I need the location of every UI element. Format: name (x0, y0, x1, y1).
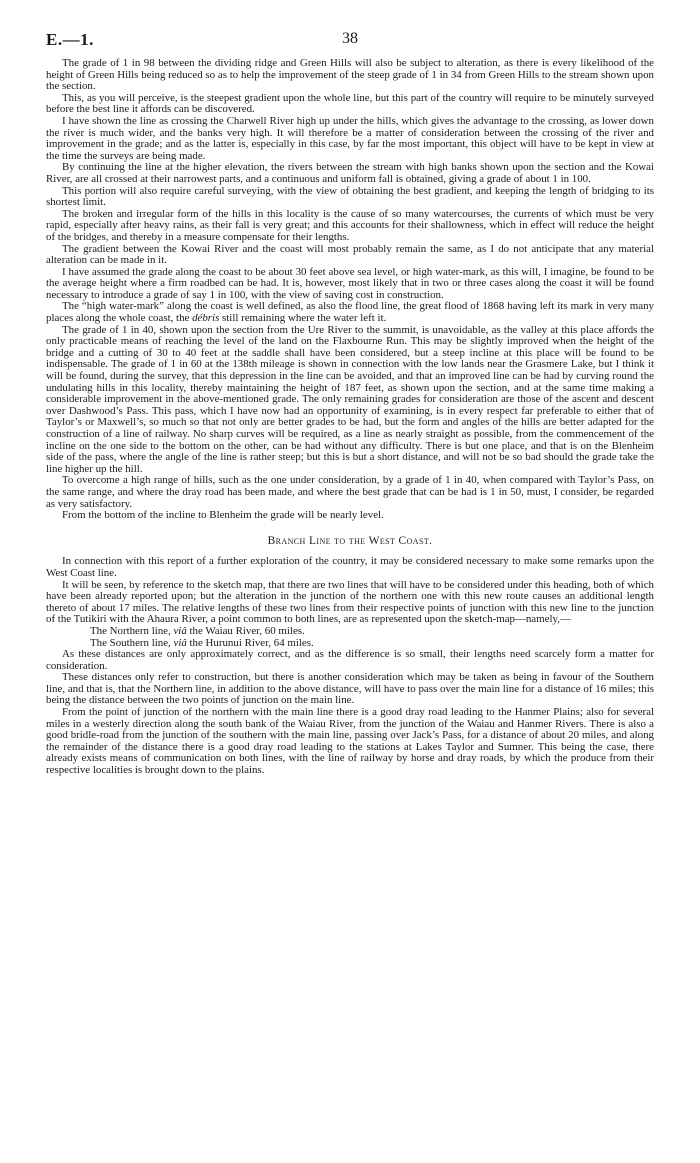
paragraph: It will be seen, by reference to the sketch map, that there are two lines that will have to be considered under this heading, both of which have been already reported upon; but the alteration in the junction of the northern one with this new route causes an additional length thereto of about 17 miles. The relative lengths of these two lines from their respective points of junction with this new line to the junction of the Tutikiri with the Ahaura River, a point common to both lines, are as represented upon the sketch-map—namely,— (46, 578, 654, 626)
paragraph: This, as you will perceive, is the steepest gradient upon the whole line, but this part of the country will require to be minutely surveyed before the best line it affords can be discovered. (46, 91, 654, 116)
paragraph: This portion will also require careful surveying, with the view of obtaining the best gradient, and keeping the length of bridging to its shortest limit. (46, 184, 654, 209)
paragraph: The gradient between the Kowai River and the coast will most probably remain the same, as I do not anticipate that any material alteration can be made in it. (46, 242, 654, 267)
paragraph: In connection with this report of a further exploration of the country, it may be considered necessary to make some remarks upon the West Coast line. (46, 555, 654, 579)
paragraph: The grade of 1 in 98 between the dividing ridge and Green Hills will also be subject to alteration, as there is every likelihood of the height of Green Hills being reduced so as to help the improvement of the steep grade of 1 in 34 from Green Hills to the stream shown upon the section. (46, 57, 654, 93)
list-item: The Southern line, viâ the Hurunui River, 64 miles. (90, 636, 314, 649)
paragraph: From the point of junction of the northern with the main line there is a good dray road leading to the Hanmer Plains; also for several miles in a westerly direction along the south bank of the Waiau River, from the junction of the Waiau and Hanmer Rivers. There is also a good bridle-road from the junction of the southern with the main line, passing over Jack’s Pass, for a distance of about 20 miles, and along the remainder of the distance there is a good dray road leading to the stations at Lakes Taylor and Sumner. This being the case, there already exists means of communication on both lines, with the line of railway by horse and dray roads, by which the produce from their respective localities is brought down to the plains. (46, 706, 654, 777)
paragraph: The broken and irregular form of the hills in this locality is the cause of so many watercourses, the currents of which must be very rapid, especially after heavy rains, as their fall is very great; and this accounts for their shallowness, which in effect will reduce the height of the bridges, and thereby in a measure compensate for their lengths. (46, 207, 654, 243)
paragraph: The grade of 1 in 40, shown upon the section from the Ure River to the summit, is unavoidable, as the valley at this place affords the only practicable means of reaching the level of the land on the Flaxbourne Run. This may be slightly improved when the height of the bridge and a cutting of 30 to 40 feet at the saddle shall have been considered, but a steep incline at this place will be found to be indispensable. The grade of 1 in 60 at the 138th mileage is shown in connection with the low lands near the Grasmere Lake, but I think it will be found, during the survey, that this depression in the line can be avoided, and that an improved line can be had by curving round the undulating hills in this locality, thereby maintaining the height of 187 feet, as shown upon the section, and at the same time making a considerable improvement in the above-mentioned grade. The only remaining grades for consideration are those of the ascent and descent over Dashwood’s Pass. This pass, which I have now had an opportunity of examining, is in every respect far preferable to either that of Taylor’s or Maxwell’s, so much so that not only are better grades to be had, but the form and angles of the hills are better adapted for the construction of a line of railway. No sharp curves will be required, as a line as nearly straight as possible, from the commencement of the incline on the one side to the bottom on the other, can be had without any difficulty. There is but one place, and that is on the Blenheim side of the pass, where the angle of the line is rather steep; but this is but a short distance, and will not be so bad should the grade take the line higher up the hill. (46, 323, 654, 475)
paragraph: As these distances are only approximately correct, and as the difference is so small, their lengths need scarcely form a matter for consideration. (46, 648, 654, 672)
page-reference: E.—1. (46, 30, 94, 49)
paragraph: I have shown the line as crossing the Charwell River high up under the hills, which gives the advantage to the crossing, as lower down the river is much wider, and the banks very high. It will therefore be a matter of consideration between the crossing of the river and improvement in the grade; and as the latter is, especially in this case, by far the most important, this object will have to be kept in view at the time the surveys are being made. (46, 114, 654, 162)
paragraph: I have assumed the grade along the coast to be about 30 feet above sea level, or high water-mark, as this will, I imagine, be found to be the average height where a firm roadbed can be had. It is, however, most likely that in two or three cases along the coast it will be found necessary to introduce a grade of say 1 in 100, with the view of saving cost in construction. (46, 265, 654, 301)
paragraph: These distances only refer to construction, but there is another consideration which may be taken as being in favour of the Southern line, and that is, that the Northern line, in addition to the above distance, will have to pass over the main line for a distance of 16 miles; this being the distance between the two points of junction on the main line. (46, 671, 654, 707)
paragraph: From the bottom of the incline to Blenheim the grade will be nearly level. (62, 509, 384, 522)
section-heading: Branch Line to the West Coast. (267, 534, 433, 547)
list-item: The Northern line, viâ the Waiau River, 60 miles. (90, 624, 305, 637)
paragraph: To overcome a high range of hills, such as the one under consideration, by a grade of 1 in 40, when compared with Taylor’s Pass, on the same range, and where the dray road has been made, and where the best grade that can be had is 1 in 50, must, I consider, be regarded as very satisfactory. (46, 474, 654, 510)
paragraph: By continuing the line at the higher elevation, the rivers between the stream with high banks shown upon the section and the Kowai River, are all crossed at their narrowest parts, and a continuous and uniform fall is obtained, giving a grade of about 1 in 100. (46, 161, 654, 185)
document-body (46, 58, 654, 777)
flood-text-after: still remaining where the water left it. (219, 312, 387, 325)
flood-text-before: The “high water-mark” along the coast is well defined, as also the flood line, the great flood of 1868 having left its mark in very many places along the whole coast, the (46, 300, 654, 325)
flood-text-italic: débris (192, 312, 220, 325)
page-number: 38 (342, 30, 358, 47)
flood-paragraph (46, 301, 654, 324)
